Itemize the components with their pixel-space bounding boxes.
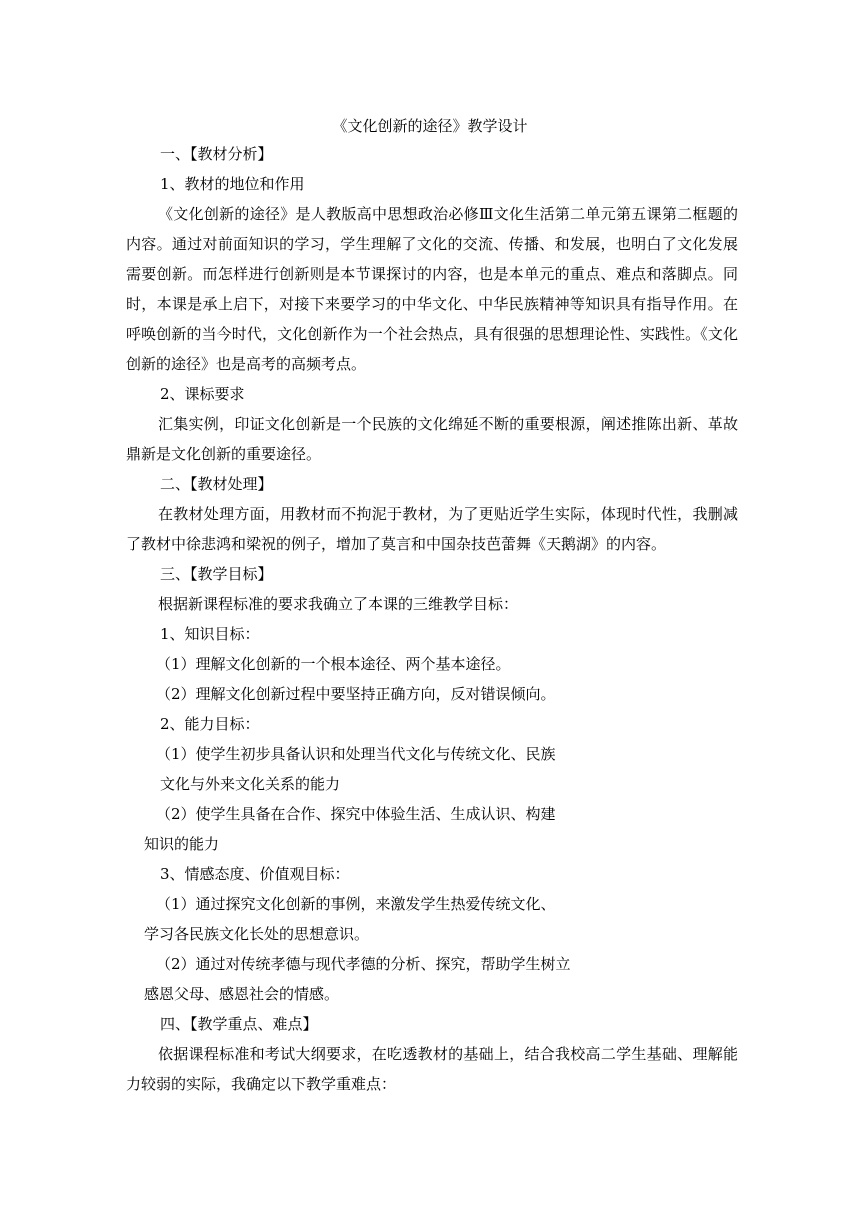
paragraph-key-points: 依据课程标准和考试大纲要求，在吃透教材的基础上，结合我校高二学生基础、理解能力较弱的实际，我确定以下教学重难点： — [126, 1045, 738, 1093]
goal-values-item-2-line-2: 感恩父母、感恩社会的情感。 — [144, 985, 340, 1003]
goal-ability-item-2-line-1: （2）使学生具备在合作、探究中体验生活、生成认识、构建 — [156, 805, 556, 823]
goal-knowledge-heading: 1、知识目标： — [160, 625, 260, 643]
paragraph-position-role: 《文化创新的途径》是人教版高中思想政治必修Ⅲ文化生活第二单元第五课第二框题的内容。通过对前面知识的学习，学生理解了文化的交流、传播、和发展，也明白了文化发展需要创新。而怎样进行创新则是本节课探讨的内容，也是本单元的重点、难点和落脚点。同时，本课是承上启下，对接下来要学习的中华文化、中华民族精神等知识具有指导作用。在呼唤创新的当今时代，文化创新作为一个社会热点，具有很强的思想理论性、实践性。《文化创新的途径》也是高考的高频考点。 — [126, 205, 738, 373]
goal-values-heading: 3、情感态度、价值观目标： — [160, 865, 350, 883]
goal-values-item-1-line-1: （1）通过探究文化创新的事例，来激发学生热爱传统文化、 — [156, 895, 556, 913]
document-title: 《文化创新的途径》教学设计 — [332, 117, 528, 135]
paragraph-curriculum-requirements: 汇集实例，印证文化创新是一个民族的文化绵延不断的重要根源，阐述推陈出新、革故鼎新是文化创新的重要途径。 — [126, 415, 738, 463]
goal-ability-item-2-line-2: 知识的能力 — [144, 835, 220, 853]
goal-knowledge-item-2: （2）理解文化创新过程中要坚持正确方向，反对错误倾向。 — [156, 685, 556, 703]
subheading-position-role: 1、教材的地位和作用 — [160, 175, 305, 193]
section-heading-teaching-goals: 三、【教学目标】 — [160, 565, 273, 583]
goal-knowledge-item-1: （1）理解文化创新的一个根本途径、两个基本途径。 — [156, 655, 511, 673]
goal-ability-item-1-line-1: （1）使学生初步具备认识和处理当代文化与传统文化、民族 — [156, 745, 556, 763]
section-heading-key-points: 四、【教学重点、难点】 — [160, 1015, 318, 1033]
goal-values-item-2-line-1: （2）通过对传统孝德与现代孝德的分析、探究，帮助学生树立 — [156, 955, 571, 973]
goal-ability-item-1-line-2: 文化与外来文化关系的能力 — [160, 775, 341, 793]
subheading-curriculum-requirements: 2、课标要求 — [160, 385, 245, 403]
section-heading-material-handling: 二、【教材处理】 — [160, 475, 273, 493]
goal-ability-heading: 2、能力目标： — [160, 715, 260, 733]
document-body — [126, 144, 738, 1104]
section-heading-analysis: 一、【教材分析】 — [160, 145, 273, 163]
goals-intro: 根据新课程标准的要求我确立了本课的三维教学目标： — [158, 595, 519, 613]
paragraph-material-handling: 在教材处理方面，用教材而不拘泥于教材，为了更贴近学生实际，体现时代性，我删减了教材中徐悲鸿和梁祝的例子，增加了莫言和中国杂技芭蕾舞《天鹅湖》的内容。 — [126, 505, 738, 553]
goal-values-item-1-line-2: 学习各民族文化长处的思想意识。 — [144, 925, 370, 943]
